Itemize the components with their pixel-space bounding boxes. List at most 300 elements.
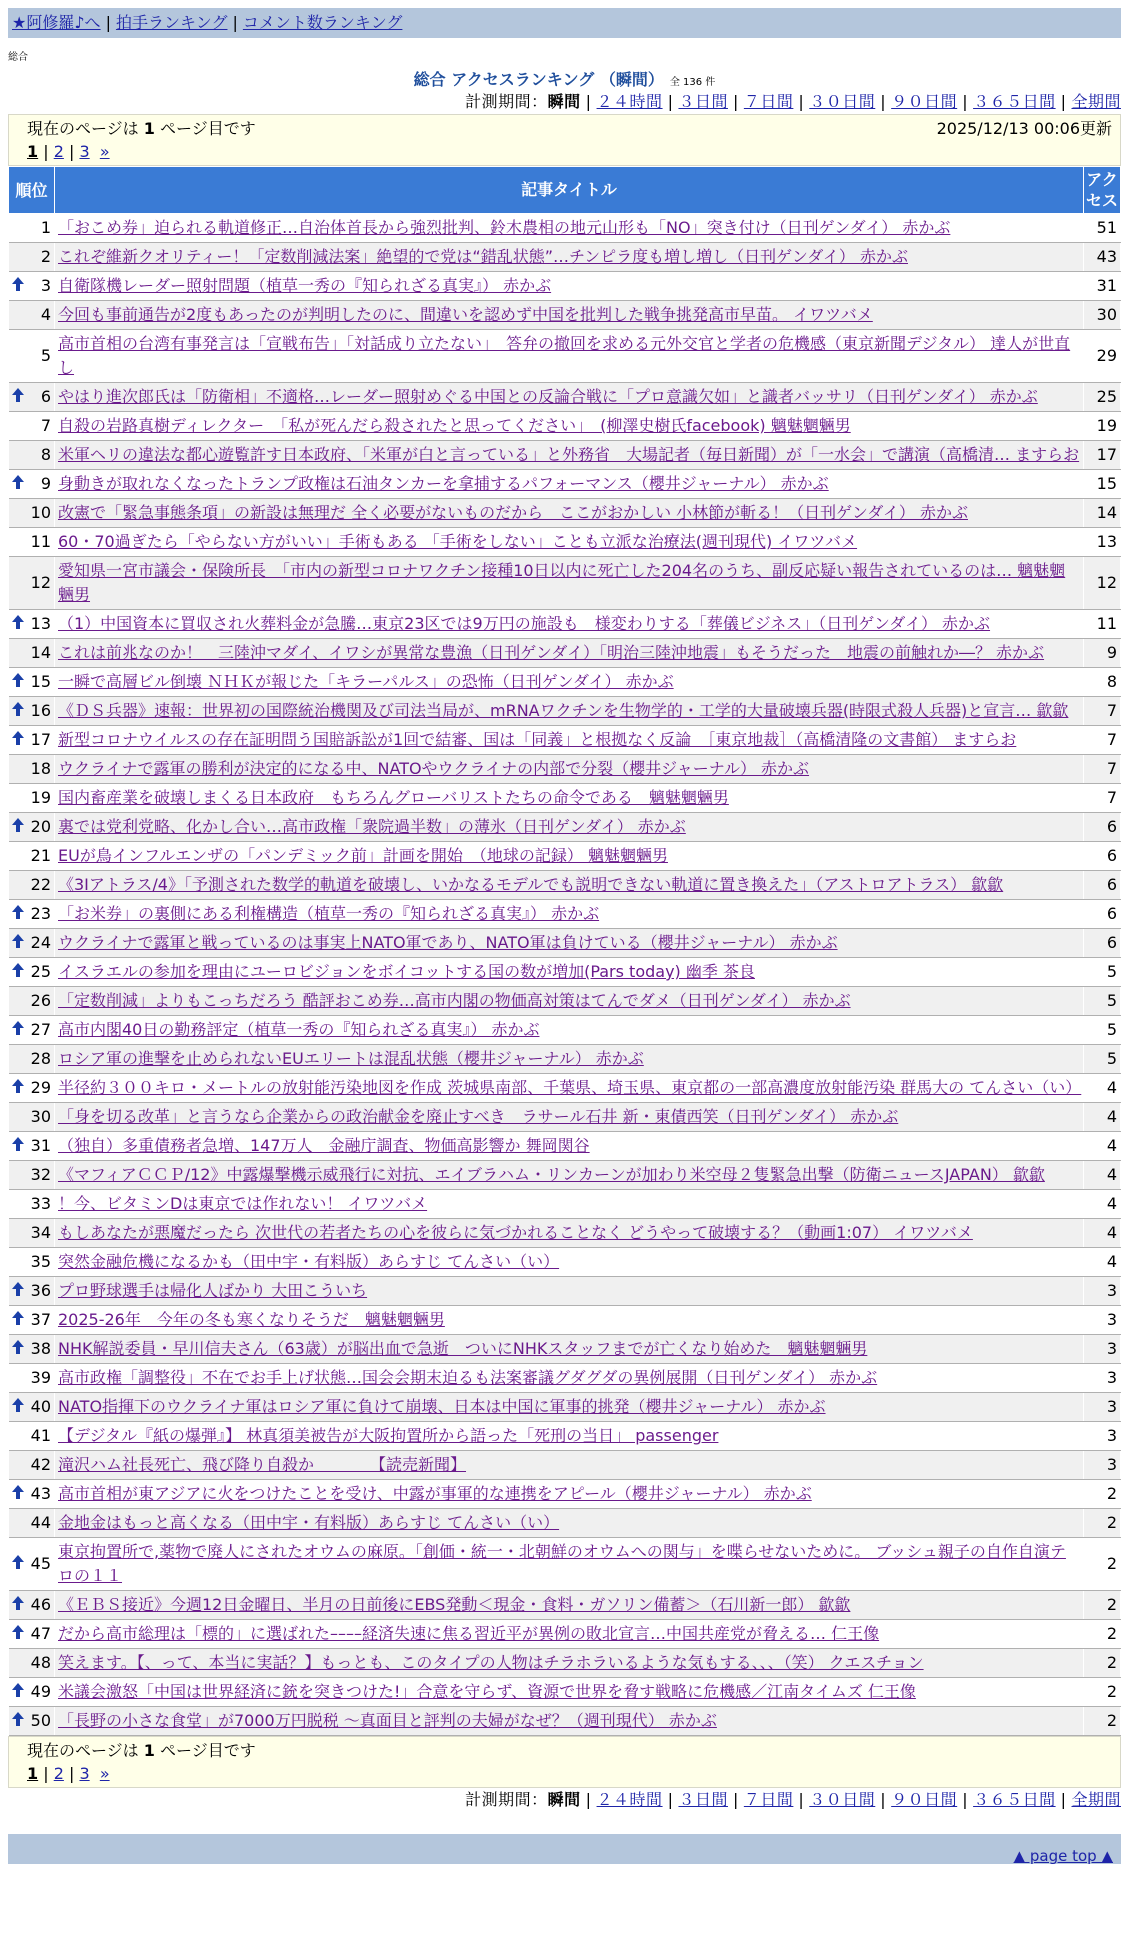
- access-count: 5: [1084, 958, 1121, 987]
- rank-number: 36: [30, 1281, 51, 1300]
- access-count: 43: [1084, 243, 1121, 272]
- period-label: 計測期間：: [465, 1790, 548, 1809]
- table-row: [9, 1538, 1121, 1591]
- comment-ranking-link[interactable]: コメント数ランキング: [242, 13, 403, 32]
- page-link-1[interactable]: 1: [27, 1764, 39, 1783]
- access-count: 2: [1084, 1591, 1121, 1620]
- article-link[interactable]: 東京拘置所で,薬物で廃人にされたオウムの麻原。「創価・統一・北朝鮮のオウムへの関与」を喋らせないために。 ブッシュ親子の自作自演テロの１１: [58, 1542, 1066, 1585]
- access-count: 4: [1084, 1161, 1121, 1190]
- page-link-1[interactable]: 1: [27, 142, 39, 161]
- period-link-30d[interactable]: ３０日間: [809, 1790, 876, 1809]
- rank-cell: [9, 987, 55, 1016]
- rank-number: 31: [30, 1136, 51, 1155]
- period-link-7d[interactable]: ７日間: [743, 1790, 794, 1809]
- article-link[interactable]: 改憲で「緊急事態条項」の新設は無理だ 全く必要がないものだから ここがおかしい 小林節が斬る！（日刊ゲンダイ） 赤かぶ: [58, 503, 968, 522]
- table-row: [9, 470, 1121, 499]
- rank-cell: [9, 900, 55, 929]
- title-cell: [55, 1219, 1084, 1248]
- rank-number: 32: [30, 1165, 51, 1184]
- rank-cell: [9, 871, 55, 900]
- period-link-365d[interactable]: ３６５日間: [973, 1790, 1056, 1809]
- rank-cell: [9, 1480, 55, 1509]
- rank-up-arrow-icon: [12, 1308, 24, 1332]
- rank-up-arrow-icon: [12, 1680, 24, 1704]
- article-link[interactable]: 「定数削減」よりもこっちだろう 酷評おこめ券…高市内閣の物価高対策はてんでダメ（日刊ゲンダイ） 赤かぶ: [58, 991, 851, 1010]
- rank-cell: [9, 1335, 55, 1364]
- table-row: [9, 214, 1121, 243]
- rank-cell: [9, 272, 55, 301]
- article-link[interactable]: ！今、ビタミンDは東京では作れない！ イワツバメ: [58, 1194, 428, 1213]
- rank-number: 34: [30, 1223, 51, 1242]
- title-cell: [55, 1480, 1084, 1509]
- rank-up-arrow-icon: [12, 1337, 24, 1361]
- rank-up-arrow-icon: [12, 1395, 24, 1419]
- rank-up-arrow-icon: [12, 1552, 24, 1576]
- article-link[interactable]: だから高市総理は「標的」に選ばれた––––経済失速に焦る習近平が異例の敗北宣言…中国共産党が脅える… 仁王像: [58, 1624, 880, 1643]
- rank-cell: [9, 842, 55, 871]
- rank-up-arrow-icon: [12, 902, 24, 926]
- rank-number: 24: [30, 933, 51, 952]
- table-row: [9, 330, 1121, 383]
- access-count: 3: [1084, 1364, 1121, 1393]
- period-current: 瞬間: [547, 92, 581, 111]
- article-link[interactable]: 新型コロナウイルスの存在証明問う国賠訴訟が1回で結審、国は「同義」と根拠なく反論 ［東京地裁］（高橋清隆の文書館） ますらお: [58, 730, 1017, 749]
- table-row: [9, 1393, 1121, 1422]
- rank-number: 4: [40, 305, 51, 324]
- article-link[interactable]: 高市首相の台湾有事発言は「宣戦布告」「対話成り立たない」 答弁の撤回を求める元外交官と学者の危機感（東京新聞デジタル） 達人が世直し: [58, 334, 1071, 377]
- rank-number: 33: [30, 1194, 51, 1213]
- title-cell: [55, 301, 1084, 330]
- article-link[interactable]: 自殺の岩路真樹ディレクター 「私が死んだら殺されたと思ってください」 (柳澤史樹氏facebook) 魑魅魍魎男: [58, 416, 851, 435]
- rank-up-arrow-icon: [12, 1018, 24, 1042]
- article-link[interactable]: 「身を切る改革」と言うなら企業からの政治献金を廃止すべき ラサール石井 新・東債西笑（日刊ゲンダイ） 赤かぶ: [58, 1107, 899, 1126]
- rank-number: 26: [30, 991, 51, 1010]
- article-link[interactable]: ウクライナで露軍の勝利が決定的になる中、NATOやウクライナの内部で分裂（櫻井ジャーナル） 赤かぶ: [58, 759, 810, 778]
- table-row: [9, 1306, 1121, 1335]
- table-row: [9, 1451, 1121, 1480]
- access-count: 6: [1084, 871, 1121, 900]
- article-link[interactable]: 愛知県一宮市議会・保険所長 「市内の新型コロナワクチン接種10日以内に死亡した204名のうち、副反応疑い報告されているのは… 魑魅魍魎男: [58, 561, 1066, 604]
- rank-number: 15: [30, 672, 51, 691]
- rank-number: 38: [30, 1339, 51, 1358]
- article-link[interactable]: 一瞬で高層ビル倒壊 ＮＨＫが報じた「キラーパルス」の恐怖（日刊ゲンダイ） 赤かぶ: [58, 672, 674, 691]
- table-row: [9, 784, 1121, 813]
- period-selector-top: 計測期間：瞬間 | ２４時間 | ３日間 | ７日間 | ３０日間 | ９０日間 | ３６５日間 | 全期間: [465, 92, 1121, 111]
- current-page-text: 現在のページは 1 ページ目です: [27, 119, 256, 138]
- page-title: 総合 アクセスランキング （瞬間）: [413, 70, 664, 89]
- rank-up-arrow-icon: [12, 1279, 24, 1303]
- updated-timestamp: 2025/12/13 00:06更新: [936, 119, 1112, 138]
- article-link[interactable]: 2025-26年 今年の冬も寒くなりそうだ 魑魅魍魎男: [58, 1310, 445, 1329]
- article-link[interactable]: 笑えます。【、って、本当に実話？】もっとも、このタイプの人物はチラホラいるような気もする、、、（笑） クエスチョン: [58, 1653, 924, 1672]
- rank-number: 14: [30, 643, 51, 662]
- article-link[interactable]: プロ野球選手は帰化人ばかり 大田こういち: [58, 1281, 368, 1300]
- table-row: [9, 668, 1121, 697]
- title-cell: [55, 383, 1084, 412]
- rank-number: 37: [30, 1310, 51, 1329]
- rank-number: 3: [40, 276, 51, 295]
- period-link-24h[interactable]: ２４時間: [596, 1790, 663, 1809]
- title-cell: [55, 1422, 1084, 1451]
- title-cell: [55, 1074, 1084, 1103]
- title-cell: [55, 1161, 1084, 1190]
- access-count: 29: [1084, 330, 1121, 383]
- article-link[interactable]: 国内畜産業を破壊しまくる日本政府 もちろんグローバリストたちの命令である 魑魅魍魎男: [58, 788, 729, 807]
- rank-number: 49: [30, 1682, 51, 1701]
- access-count: 7: [1084, 755, 1121, 784]
- title-cell: [55, 755, 1084, 784]
- rank-number: 6: [40, 387, 51, 406]
- table-row: [9, 1045, 1121, 1074]
- table-row: [9, 900, 1121, 929]
- article-link[interactable]: 半径約３００キロ・メートルの放射能汚染地図を作成 茨城県南部、千葉県、埼玉県、東京都の一部高濃度放射能汚染 群馬大の てんさい（い）: [58, 1078, 1082, 1097]
- page-link-3[interactable]: 3: [79, 142, 90, 161]
- access-count: 6: [1084, 813, 1121, 842]
- table-row: [9, 1074, 1121, 1103]
- access-count: 3: [1084, 1422, 1121, 1451]
- rank-number: 41: [30, 1426, 51, 1445]
- article-link[interactable]: これぞ維新クオリティー！「定数削減法案」絶望的で党は“錯乱状態”…チンピラ度も増し増し（日刊ゲンダイ） 赤かぶ: [58, 247, 908, 266]
- rank-number: 20: [30, 817, 51, 836]
- title-cell: [55, 1591, 1084, 1620]
- table-row: [9, 1248, 1121, 1277]
- rank-up-arrow-icon: [12, 1593, 24, 1617]
- article-link[interactable]: 滝沢ハム社長死亡、飛び降り自殺か 【読売新聞】: [58, 1455, 467, 1474]
- rank-number: 30: [30, 1107, 51, 1126]
- next-page-link[interactable]: »: [99, 1764, 110, 1783]
- title-cell: [55, 842, 1084, 871]
- access-count: 19: [1084, 412, 1121, 441]
- access-count: 9: [1084, 639, 1121, 668]
- rank-cell: [9, 301, 55, 330]
- period-link-365d[interactable]: ３６５日間: [973, 92, 1056, 111]
- rank-up-arrow-icon: [12, 815, 24, 839]
- table-row: [9, 639, 1121, 668]
- rank-cell: [9, 1190, 55, 1219]
- rank-cell: [9, 1620, 55, 1649]
- title-cell: [55, 958, 1084, 987]
- period-link-90d[interactable]: ９０日間: [891, 1790, 958, 1809]
- rank-up-arrow-icon: [12, 960, 24, 984]
- article-link[interactable]: 60・70過ぎたら「やらない方がいい」手術もある 「手術をしない」ことも立派な治療法(週刊現代) イワツバメ: [58, 532, 858, 551]
- access-count: 4: [1084, 1132, 1121, 1161]
- period-link-3d[interactable]: ３日間: [678, 92, 728, 111]
- table-row: [9, 499, 1121, 528]
- article-link[interactable]: もしあなたが悪魔だったら 次世代の若者たちの心を彼らに気づかれることなく どうやって破壊する？（動画1:07） イワツバメ: [58, 1223, 973, 1242]
- access-count: 4: [1084, 1248, 1121, 1277]
- article-link[interactable]: 今回も事前通告が2度もあったのが判明したのに、間違いを認めず中国を批判した戦争挑発高市早苗。 イワツバメ: [58, 305, 873, 324]
- access-count: 31: [1084, 272, 1121, 301]
- access-count: 12: [1084, 557, 1121, 610]
- rank-number: 50: [30, 1711, 51, 1730]
- period-link-90d[interactable]: ９０日間: [891, 92, 958, 111]
- title-cell: [55, 441, 1084, 470]
- rank-cell: [9, 330, 55, 383]
- title-cell: [55, 1132, 1084, 1161]
- article-link[interactable]: NATO指揮下のウクライナ軍はロシア軍に負けて崩壊、日本は中国に軍事的挑発（櫻井ジャーナル） 赤かぶ: [58, 1397, 826, 1416]
- rank-cell: [9, 813, 55, 842]
- table-row: [9, 1422, 1121, 1451]
- article-link[interactable]: 突然金融危機になるかも（田中宇・有料版）あらすじ てんさい（い）: [58, 1252, 560, 1271]
- article-link[interactable]: イスラエルの参加を理由にユーロビジョンをボイコットする国の数が増加(Pars today) 幽季 茶良: [58, 962, 755, 981]
- page-link-2[interactable]: 2: [53, 1764, 64, 1783]
- rank-cell: [9, 1649, 55, 1678]
- table-row: [9, 842, 1121, 871]
- title-cell: [55, 668, 1084, 697]
- title-cell: [55, 1620, 1084, 1649]
- table-row: [9, 610, 1121, 639]
- rank-cell: [9, 784, 55, 813]
- table-row: [9, 1509, 1121, 1538]
- rank-number: 19: [30, 788, 51, 807]
- home-link[interactable]: ★阿修羅♪へ: [12, 13, 101, 32]
- ranking-heading: [8, 70, 1121, 90]
- rank-number: 17: [30, 730, 51, 749]
- rank-cell: [9, 1678, 55, 1707]
- pager-top: [8, 114, 1121, 166]
- period-selector-bottom: 計測期間：瞬間 | ２４時間 | ３日間 | ７日間 | ３０日間 | ９０日間 | ３６５日間 | 全期間: [465, 1790, 1121, 1809]
- access-count: 2: [1084, 1480, 1121, 1509]
- title-cell: [55, 214, 1084, 243]
- title-cell: [55, 1045, 1084, 1074]
- top-nav-bar: [8, 8, 1121, 38]
- period-link-all[interactable]: 全期間: [1071, 1790, 1121, 1809]
- access-count: 7: [1084, 726, 1121, 755]
- rank-up-arrow-icon: [12, 1622, 24, 1646]
- period-link-7d[interactable]: ７日間: [743, 92, 794, 111]
- rank-number: 7: [40, 416, 51, 435]
- title-cell: [55, 726, 1084, 755]
- table-header-row: [9, 167, 1121, 214]
- rank-up-arrow-icon: [12, 670, 24, 694]
- rank-number: 13: [30, 614, 51, 633]
- period-link-30d[interactable]: ３０日間: [809, 92, 876, 111]
- rank-cell: [9, 958, 55, 987]
- title-cell: [55, 1649, 1084, 1678]
- title-cell: [55, 1451, 1084, 1480]
- article-link[interactable]: 「長野の小さな食堂」が7000万円脱税 〜真面目と評判の夫婦がなぜ？（週刊現代） 赤かぶ: [58, 1711, 717, 1730]
- rank-cell: [9, 470, 55, 499]
- rank-cell: [9, 726, 55, 755]
- article-link[interactable]: 金地金はもっと高くなる（田中宇・有料版）あらすじ てんさい（い）: [58, 1513, 560, 1532]
- rank-cell: [9, 1045, 55, 1074]
- title-cell: [55, 697, 1084, 726]
- table-row: [9, 243, 1121, 272]
- rank-number: 25: [30, 962, 51, 981]
- page: [8, 8, 1121, 1864]
- rank-cell: [9, 639, 55, 668]
- rank-number: 28: [30, 1049, 51, 1068]
- article-link[interactable]: 《3Iアトラス/4》「予測された数学的軌道を破壊し、いかなるモデルでも説明できない軌道に置き換えた」（アストロアトラス） 歙歙: [58, 875, 1004, 894]
- article-link[interactable]: 【デジタル『紙の爆弾』】 林真須美被告が大阪拘置所から語った「死刑の当日」 passenger: [58, 1426, 719, 1445]
- table-row: [9, 958, 1121, 987]
- table-row: [9, 1649, 1121, 1678]
- period-link-24h[interactable]: ２４時間: [596, 92, 663, 111]
- col-header-access: アクセス: [1084, 167, 1121, 214]
- title-cell: [55, 784, 1084, 813]
- rank-up-arrow-icon: [12, 472, 24, 496]
- rank-number: 2: [40, 247, 51, 266]
- article-link[interactable]: これは前兆なのか！ 三陸沖マダイ、イワシが異常な豊漁（日刊ゲンダイ）「明治三陸沖地震」もそうだった 地震の前触れか―？ 赤かぶ: [58, 643, 1045, 662]
- access-count: 2: [1084, 1649, 1121, 1678]
- table-row: [9, 528, 1121, 557]
- article-link[interactable]: 高市首相が東アジアに火をつけたことを受け、中露が事軍的な連携をアピール（櫻井ジャーナル） 赤かぶ: [58, 1484, 812, 1503]
- article-link[interactable]: （独自）多重債務者急増、147万人 金融庁調査、物価高影響か 舞岡関谷: [58, 1136, 590, 1155]
- title-cell: [55, 1393, 1084, 1422]
- title-cell: [55, 412, 1084, 441]
- rank-number: 27: [30, 1020, 51, 1039]
- article-link[interactable]: 《マフィアＣＣＰ/12》中露爆撃機示威飛行に対抗、エイブラハム・リンカーンが加わり米空母２隻緊急出撃（防衛ニュースJAPAN） 歙歙: [58, 1165, 1045, 1184]
- title-cell: [55, 1335, 1084, 1364]
- article-link[interactable]: EUが鳥インフルエンザの「パンデミック前」計画を開始 （地球の記録） 魑魅魍魎男: [58, 846, 668, 865]
- rank-cell: [9, 1306, 55, 1335]
- table-row: [9, 697, 1121, 726]
- title-cell: [55, 987, 1084, 1016]
- period-label: 計測期間：: [465, 92, 548, 111]
- rank-cell: [9, 1707, 55, 1736]
- title-cell: [55, 1248, 1084, 1277]
- table-row: [9, 1480, 1121, 1509]
- rank-number: 45: [30, 1554, 51, 1573]
- footer-bar: [8, 1834, 1121, 1864]
- title-cell: [55, 1016, 1084, 1045]
- table-row: [9, 1190, 1121, 1219]
- rank-number: 5: [40, 346, 51, 365]
- title-cell: [55, 557, 1084, 610]
- table-row: [9, 557, 1121, 610]
- rank-up-arrow-icon: [12, 931, 24, 955]
- article-link[interactable]: 米軍ヘリの違法な都心遊覧許す日本政府、「米軍が白と言っている」と外務省 大場記者（毎日新聞）が「一水会」で講演（高橋清… ますらお: [58, 445, 1080, 464]
- table-row: [9, 1364, 1121, 1393]
- rank-number: 44: [30, 1513, 51, 1532]
- period-link-3d[interactable]: ３日間: [678, 1790, 728, 1809]
- rank-number: 46: [30, 1595, 51, 1614]
- table-row: [9, 383, 1121, 412]
- table-row: [9, 813, 1121, 842]
- access-count: 15: [1084, 470, 1121, 499]
- article-link[interactable]: 「お米券」の裏側にある利権構造（植草一秀の『知られざる真実』） 赤かぶ: [58, 904, 600, 923]
- separator: |: [232, 13, 238, 32]
- title-cell: [55, 272, 1084, 301]
- title-cell: [55, 1509, 1084, 1538]
- rank-cell: [9, 1016, 55, 1045]
- title-cell: [55, 1306, 1084, 1335]
- rank-number: 29: [30, 1078, 51, 1097]
- article-link[interactable]: やはり進次郎氏は「防衛相」不適格…レーダー照射めぐる中国との反論合戦に「プロ意識欠如」と識者バッサリ（日刊ゲンダイ） 赤かぶ: [58, 387, 1038, 406]
- rank-cell: [9, 1538, 55, 1591]
- article-link[interactable]: ウクライナで露軍と戦っているのは事実上NATO軍であり、NATO軍は負けている（櫻井ジャーナル） 赤かぶ: [58, 933, 838, 952]
- table-row: [9, 1219, 1121, 1248]
- article-link[interactable]: 米議会激怒「中国は世界経済に銃を突きつけた!」合意を守らず、資源で世界を脅す戦略に危機感／江南タイムズ 仁王像: [58, 1682, 916, 1701]
- next-page-link[interactable]: »: [99, 142, 110, 161]
- pager-bottom: [8, 1736, 1121, 1788]
- table-row: [9, 929, 1121, 958]
- separator: |: [105, 13, 111, 32]
- page-links: 1 | 2 | 3 »: [27, 1764, 110, 1783]
- rank-cell: [9, 1277, 55, 1306]
- article-link[interactable]: 身動きが取れなくなったトランプ政権は石油タンカーを拿捕するパフォーマンス（櫻井ジャーナル） 赤かぶ: [58, 474, 829, 493]
- access-count: 30: [1084, 301, 1121, 330]
- page-link-3[interactable]: 3: [79, 1764, 90, 1783]
- table-row: [9, 412, 1121, 441]
- rank-up-arrow-icon: [12, 1076, 24, 1100]
- access-count: 6: [1084, 929, 1121, 958]
- title-cell: [55, 871, 1084, 900]
- table-row: [9, 1707, 1121, 1736]
- access-count: 4: [1084, 1190, 1121, 1219]
- rank-number: 22: [30, 875, 51, 894]
- col-header-title: 記事タイトル: [55, 167, 1084, 214]
- title-cell: [55, 1707, 1084, 1736]
- rank-up-arrow-icon: [12, 274, 24, 298]
- period-link-all[interactable]: 全期間: [1071, 92, 1121, 111]
- article-link[interactable]: 裏では党利党略、化かし合い…高市政権「衆院過半数」の薄氷（日刊ゲンダイ） 赤かぶ: [58, 817, 686, 836]
- rank-number: 8: [40, 445, 51, 464]
- page-top-link[interactable]: ▲ page top ▲: [1013, 1847, 1113, 1864]
- rank-up-arrow-icon: [12, 1482, 24, 1506]
- table-row: [9, 1103, 1121, 1132]
- access-count: 5: [1084, 1016, 1121, 1045]
- access-count: 7: [1084, 784, 1121, 813]
- rank-number: 48: [30, 1653, 51, 1672]
- rank-cell: [9, 1422, 55, 1451]
- rank-number: 21: [30, 846, 51, 865]
- article-link[interactable]: 高市政権「調整役」不在でお手上げ状態…国会会期末迫るも法案審議グダグダの異例展開（日刊ゲンダイ） 赤かぶ: [58, 1368, 878, 1387]
- rank-number: 23: [30, 904, 51, 923]
- rank-cell: [9, 1132, 55, 1161]
- rank-cell: [9, 1451, 55, 1480]
- rank-number: 12: [30, 573, 51, 592]
- article-link[interactable]: NHK解説委員・早川信夫さん（63歳）が脳出血で急逝 ついにNHKスタッフまでが亡くなり始めた 魑魅魍魎男: [58, 1339, 868, 1358]
- rank-cell: [9, 528, 55, 557]
- access-count: 3: [1084, 1393, 1121, 1422]
- rank-cell: [9, 557, 55, 610]
- table-row: [9, 1016, 1121, 1045]
- article-link[interactable]: 《ＤＳ兵器》速報：世界初の国際統治機関及び司法当局が、mRNAワクチンを生物学的・工学的大量破壊兵器(時限式殺人兵器)と宣言… 歙歙: [58, 701, 1069, 720]
- title-cell: [55, 470, 1084, 499]
- rank-cell: [9, 499, 55, 528]
- table-row: [9, 755, 1121, 784]
- rank-up-arrow-icon: [12, 728, 24, 752]
- article-link[interactable]: 自衛隊機レーダー照射問題（植草一秀の『知られざる真実』） 赤かぶ: [58, 276, 552, 295]
- table-row: [9, 1132, 1121, 1161]
- access-count: 6: [1084, 900, 1121, 929]
- page-link-2[interactable]: 2: [53, 142, 64, 161]
- access-count: 4: [1084, 1219, 1121, 1248]
- item-count: 全 136 件: [669, 77, 716, 88]
- rank-up-arrow-icon: [12, 612, 24, 636]
- rank-number: 43: [30, 1484, 51, 1503]
- applause-ranking-link[interactable]: 拍手ランキング: [115, 13, 228, 32]
- article-link[interactable]: ロシア軍の進撃を止められないEUエリートは混乱状態（櫻井ジャーナル） 赤かぶ: [58, 1049, 644, 1068]
- access-count: 7: [1084, 697, 1121, 726]
- rank-cell: [9, 441, 55, 470]
- ranking-table: [8, 166, 1121, 1736]
- title-cell: [55, 929, 1084, 958]
- article-link[interactable]: 《ＥＢＳ接近》今週12日金曜日、半月の日前後にEBS発動＜現金・食料・ガソリン備蓄＞（石川新一郎） 歙歙: [58, 1595, 851, 1614]
- rank-cell: [9, 1509, 55, 1538]
- access-count: 4: [1084, 1074, 1121, 1103]
- article-link[interactable]: （1）中国資本に買収され火葬料金が急騰…東京23区では9万円の施設も 様変わりする「葬儀ビジネス」（日刊ゲンダイ） 赤かぶ: [58, 614, 991, 633]
- article-link[interactable]: 高市内閣40日の勤務評定（植草一秀の『知られざる真実』） 赤かぶ: [58, 1020, 540, 1039]
- access-count: 8: [1084, 668, 1121, 697]
- access-count: 2: [1084, 1538, 1121, 1591]
- title-cell: [55, 610, 1084, 639]
- article-link[interactable]: 「おこめ券」迫られる軌道修正…自治体首長から強烈批判、鈴木農相の地元山形も「NO」突き付け（日刊ゲンダイ） 赤かぶ: [58, 218, 951, 237]
- rank-cell: [9, 214, 55, 243]
- access-count: 6: [1084, 842, 1121, 871]
- rank-number: 18: [30, 759, 51, 778]
